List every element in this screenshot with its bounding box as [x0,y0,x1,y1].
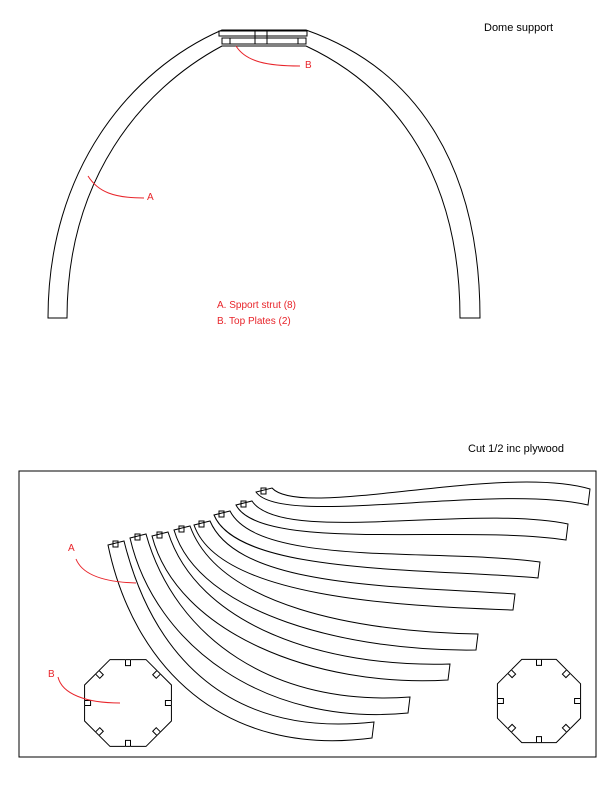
octagon-notch-mask [85,701,91,706]
octagon-notch-mask [575,699,581,704]
sheet-label-a: A [68,543,75,554]
octagon-notch [126,660,131,666]
octagon-notch [537,659,542,665]
octagon-notch [575,699,581,704]
sheet-label-b: B [48,669,55,680]
octagon-notch [153,728,161,736]
octagon-plate-outline [497,659,580,742]
octagon-notch [165,701,171,706]
octagon-notch-mask [562,724,570,732]
octagon-notch [508,670,516,678]
octagon-notch-mask [497,699,503,704]
dome-support-strut [48,30,480,318]
octagon-notch [85,701,91,706]
octagon-plate-outline [85,660,172,747]
octagon-notch-mask [96,728,104,736]
sheet-title: Cut 1/2 inc plywood [468,443,564,455]
octagon-notch-mask [96,671,104,679]
top-plate-part [497,659,580,742]
support-strut [108,541,374,741]
octagon-notch-mask [508,670,516,678]
octagon-notch-mask [153,671,161,679]
octagon-notch-mask [537,737,542,743]
dome-label-a: A [147,192,154,203]
octagon-notch-mask [153,728,161,736]
octagon-notch-mask [537,659,542,665]
octagon-notch-mask [126,740,131,746]
dome-top-plate [219,31,307,36]
dome-title: Dome support [484,22,554,34]
plywood-sheet [19,471,596,757]
octagon-notch [537,737,542,743]
octagon-notch [96,728,104,736]
octagon-notch [497,699,503,704]
support-strut [214,511,540,578]
support-strut [130,534,410,715]
octagon-notch [96,671,104,679]
legend-top-plates: B. Top Plates (2) [217,316,291,327]
top-plate-part [85,660,172,747]
support-strut [256,482,590,507]
leader-line-a-sheet [76,559,136,583]
octagon-notch-mask [165,701,171,706]
octagon-notch [153,671,161,679]
legend-strut: A. Spport strut (8) [217,300,296,311]
support-strut [174,526,478,650]
octagon-notch-mask [562,670,570,678]
octagon-notch [562,670,570,678]
leader-line-b-top [236,46,300,66]
support-strut-parts [108,482,590,741]
dome-top-plate-lower [222,38,306,44]
octagon-notch [562,724,570,732]
octagon-notch [126,740,131,746]
octagon-notch-mask [508,724,516,732]
dome-label-b: B [305,60,312,71]
octagon-notch [508,724,516,732]
octagon-notch-mask [126,660,131,666]
support-strut [236,501,568,540]
